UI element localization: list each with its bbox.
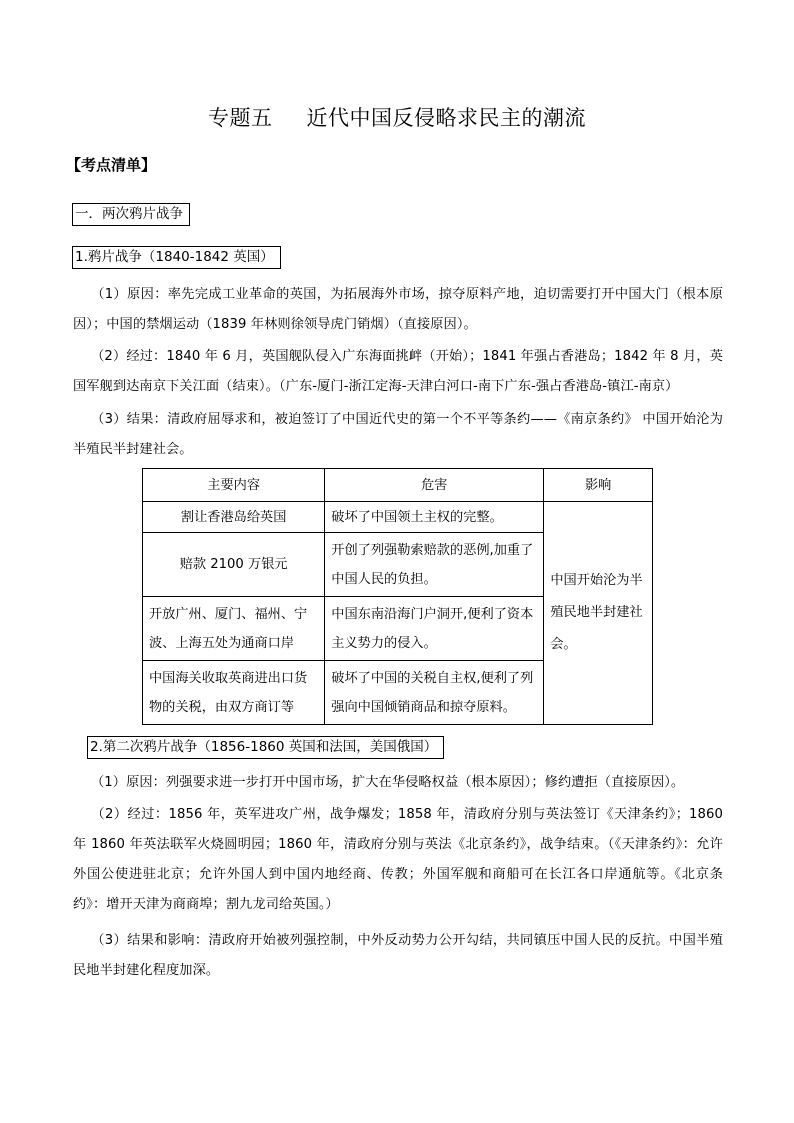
table-cell-content: 中国海关收取英商进出口货物的关税，由双方商订等: [143, 661, 325, 725]
paragraph-war2-result: [73, 926, 723, 986]
paragraph-war1-cause: [73, 280, 723, 340]
table-cell-impact: 中国开始沦为半殖民地半封建社会。: [544, 502, 653, 725]
paragraph-war1-result: [73, 405, 723, 465]
table-cell-content: 赔款 2100 万银元: [143, 533, 325, 597]
table-header-harm: 危害: [325, 469, 544, 502]
table-cell-harm: 中国东南沿海门户洞开,便利了资本主义势力的侵入。: [325, 597, 544, 661]
title-topic-name: 近代中国反侵略求民主的潮流: [306, 106, 586, 130]
table-header-row: [143, 469, 653, 502]
table-cell-harm: 破坏了中国领土主权的完整。: [325, 502, 544, 533]
war1-result-text: （3）结果：清政府屈辱求和，被迫签订了中国近代史的第一个不平等条约——《南京条约》 中国开始沦为半殖民半封建社会。: [73, 412, 723, 457]
table-header-impact: 影响: [544, 469, 653, 502]
war1-cause-text: （1）原因：率先完成工业革命的英国，为拓展海外市场，掠夺原料产地，迫切需要打开中国大门（根本原因）；中国的禁烟运动（1839 年林则徐领导虎门销烟）（直接原因）。: [73, 287, 723, 332]
table-cell-harm: 破坏了中国的关税自主权,便利了列强向中国倾销商品和掠夺原料。: [325, 661, 544, 725]
section-heading: 【考点清单】: [66, 156, 157, 174]
nanjing-treaty-table: [142, 468, 653, 725]
subheading-first-opium-war: 1.鸦片战争（1840-1842 英国）: [72, 246, 281, 269]
table-cell-content: 开放广州、厦门、福州、宁波、上海五处为通商口岸: [143, 597, 325, 661]
page-title: [0, 102, 794, 132]
title-topic-number: 专题五: [208, 106, 273, 130]
war2-cause-text: （1）原因：列强要求进一步打开中国市场，扩大在华侵略权益（根本原因）；修约遭拒（直接原因）。: [91, 775, 685, 790]
table-header-content: 主要内容: [143, 469, 325, 502]
subheading-second-opium-war: 2.第二次鸦片战争（1856-1860 英国和法国，美国俄国）: [87, 736, 444, 759]
table-row: [143, 502, 653, 533]
paragraph-war2-process: [73, 800, 723, 920]
table-cell-content: 割让香港岛给英国: [143, 502, 325, 533]
war2-result-text: （3）结果和影响：清政府开始被列强控制，中外反动势力公开勾结，共同镇压中国人民的反抗。中国半殖民地半封建化程度加深。: [73, 933, 723, 978]
paragraph-war2-cause: [73, 768, 723, 798]
paragraph-war1-process: [73, 342, 723, 402]
war1-process-text: （2）经过：1840 年 6 月，英国舰队侵入广东海面挑衅（开始）；1841 年强占香港岛；1842 年 8 月，英国军舰到达南京下关江面（结束）。（广东-厦门-浙江定海-天津白河口-南下广东-强占香港岛-镇江-南京）: [73, 349, 723, 394]
table-cell-harm: 开创了列强勒索赔款的恶例,加重了中国人民的负担。: [325, 533, 544, 597]
part-heading-opium-wars: 一．两次鸦片战争: [72, 203, 190, 226]
war2-process-text: （2）经过：1856 年，英军进攻广州，战争爆发；1858 年，清政府分别与英法签订《天津条约》；1860 年 1860 年英法联军火烧圆明园；1860 年，清政府分别与英法《北京条约》，战争结束。（《天津条约》：允许外国公使进驻北京；允许外国人到中国内地经商、传教；外国军舰和商船可在长江各口岸通航等。《北京条约》：增开天津为商商埠；割九龙司给英国。）: [73, 807, 723, 912]
